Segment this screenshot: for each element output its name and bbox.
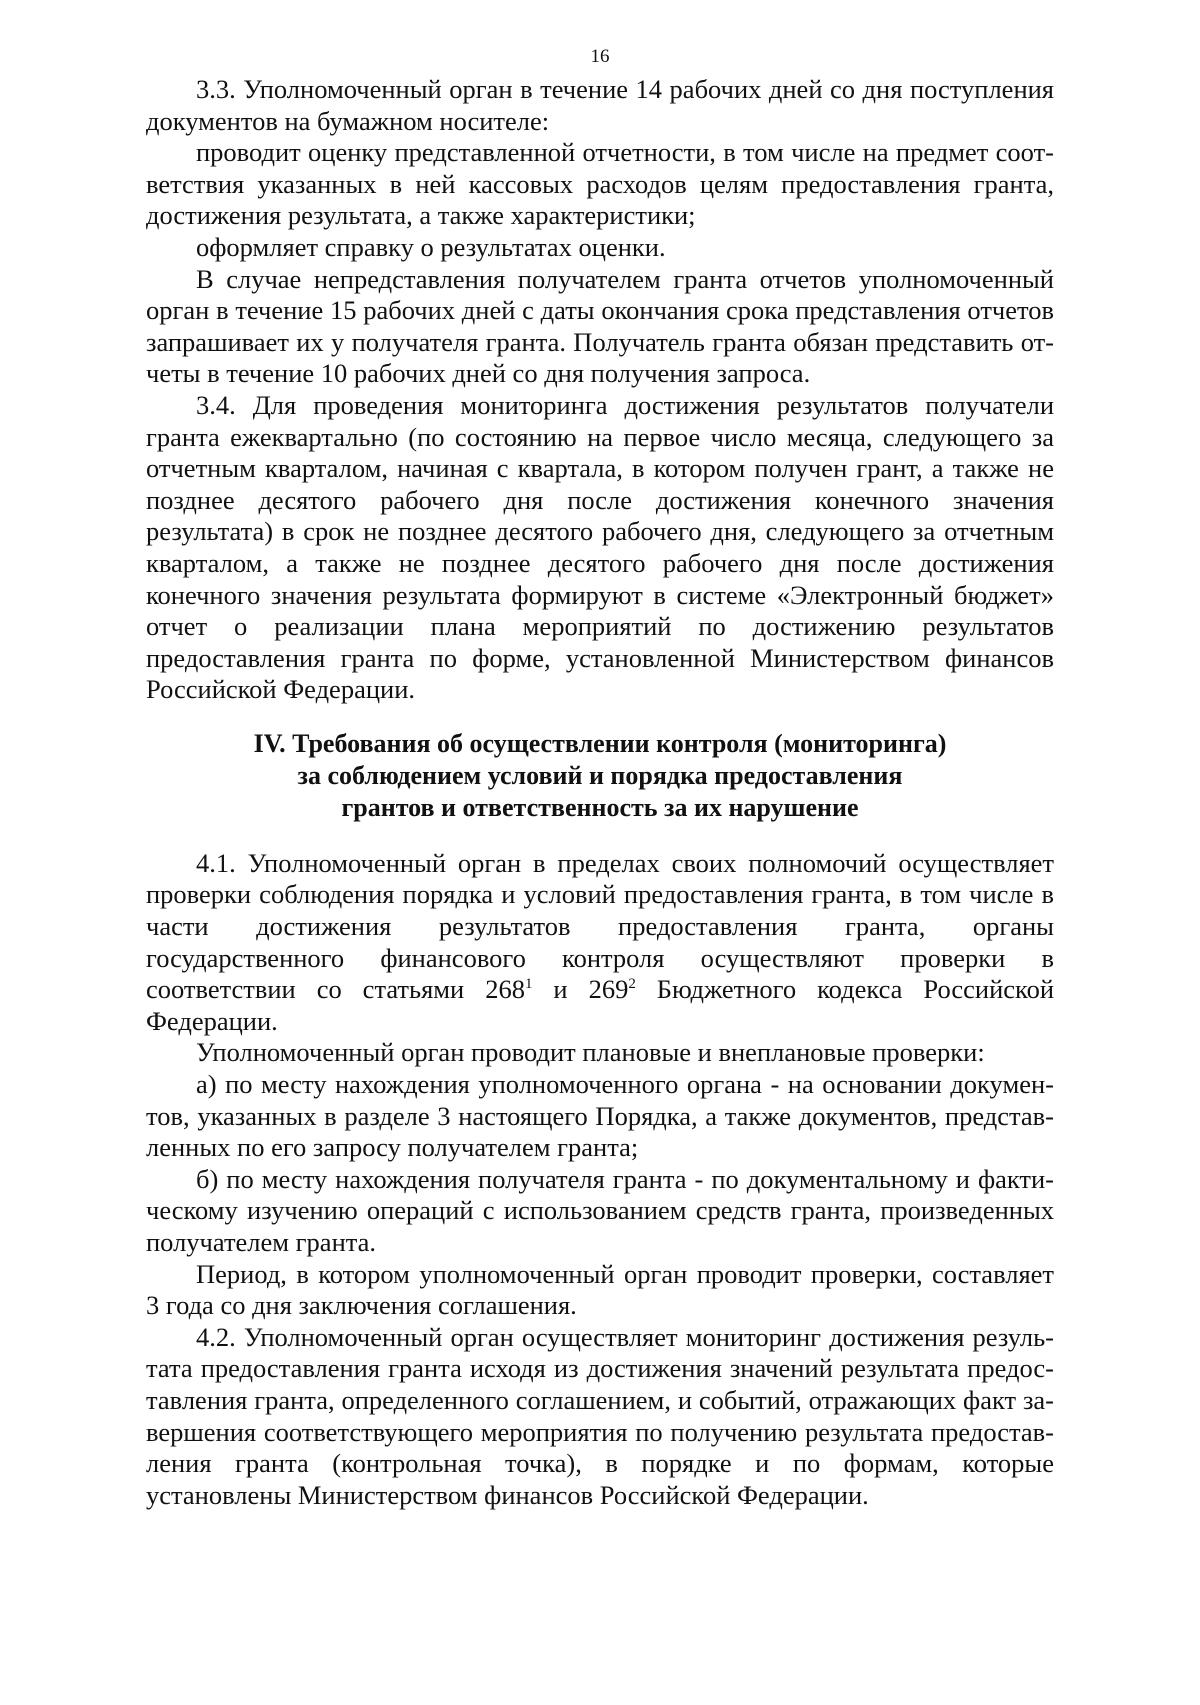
document-body <box>146 74 1054 1511</box>
paragraph-item-b: б) по месту нахождения получателя гранта - по документальному и фактическому изучению операций с использованием средств гранта, произведенных получателем гранта. <box>146 1163 1054 1257</box>
heading-line-3: грантов и ответственность за их нарушение <box>341 792 859 822</box>
paragraph-inspections: Уполномоченный орган проводит плановые и внеплановые проверки: <box>196 1037 985 1068</box>
paragraph-item-a: а) по месту нахождения уполномоченного органа - на основании документов, указанных в разделе 3 настоящего Порядка, а также документов, представленных по его запросу получателем гранта; <box>146 1069 1054 1163</box>
superscript-2: 2 <box>628 976 636 993</box>
paragraph-4-1 <box>146 848 1054 1038</box>
paragraph-3-3: 3.3. Уполномоченный орган в течение 14 рабочих дней со дня поступления документов на бумажном носителе: <box>146 74 1054 136</box>
section-heading-iv <box>146 728 1054 824</box>
paragraph-3-3-certificate: оформляет справку о результатах оценки. <box>196 231 666 262</box>
heading-line-2: за соблюдением условий и порядка предоставления <box>297 760 903 790</box>
superscript-1: 1 <box>524 976 533 993</box>
paragraph-3-3-assessment: проводит оценку представленной отчетности, в том числе на предмет соответствия указанных в ней кассовых расходов целям предоставления гранта, достижения результата, а также характеристики; <box>146 137 1054 231</box>
paragraph-4-1-text-b: и 269 <box>532 974 629 1005</box>
paragraph-4-2: 4.2. Уполномоченный орган осуществляет мониторинг достижения результата предоставления гранта исходя из достижения значений результата предоставления гранта, определенного соглашением, и событий, отражающих факт завершения соответствующего мероприятия по получению результата предоставления гранта (контрольная точка), в порядке и по формам, которые установлены Министерством финансов Российской Федерации. <box>146 1321 1054 1510</box>
paragraph-3-4: 3.4. Для проведения мониторинга достижения результатов получатели гранта ежеквартально (по состоянию на первое число месяца, следующего за отчетным кварталом, начиная с квартала, в котором получен грант, а также не позднее десятого рабочего дня после достижения конечного значения результата) в срок не позднее десятого рабочего дня, следующего за отчетным кварталом, а также не позднее десятого рабочего дня после достижения конечного значения результата формируют в системе «Электронный бюджет» отчет о реализации плана мероприятий по достижению результатов предоставления гранта по форме, установленной Министерством финансов Российской Федерации. <box>146 389 1054 705</box>
paragraph-period: Период, в котором уполномоченный орган проводит проверки, составляет 3 года со дня заключения соглашения. <box>146 1258 1054 1321</box>
paragraph-3-3-nonsubmission: В случае непредставления получателем гранта отчетов уполномоченный орган в течение 15 рабочих дней с даты окончания срока представления отчетов запрашивает их у получателя гранта. Получатель гранта обязан представить отчеты в течение 10 рабочих дней со дня получения запроса. <box>146 263 1054 389</box>
paragraph-4-1-text-a: 4.1. Уполномоченный орган в пределах своих полномочий осуществляет проверки соблюдения порядка и условий предоставления гранта, в том числе в части достижения результатов предоставления гранта, органы государственного финансового контроля осуществляют проверки в соответствии со статьями 268 <box>146 847 1054 1005</box>
heading-line-1: IV. Требования об осуществлении контроля (мониторинга) <box>253 728 947 758</box>
page-number: 16 <box>590 46 610 67</box>
paragraph-4-1-text-c: Бюджетного кодекса Российской Федерации. <box>146 974 1054 1036</box>
